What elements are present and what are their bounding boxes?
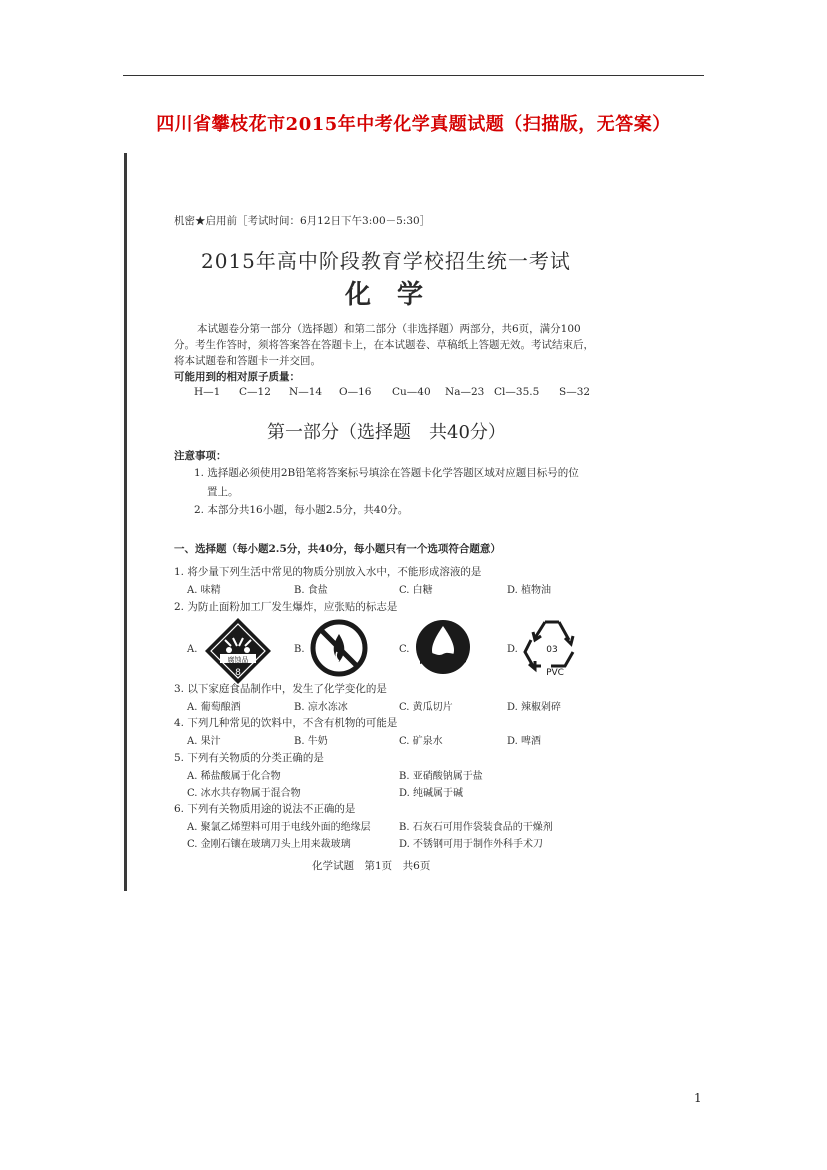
question-option: B. 亚硝酸钠属于盐 [399, 771, 483, 782]
question-option: C. 黄瓜切片 [399, 702, 453, 713]
atomic-mass-label: 可能用到的相对原子质量： [174, 371, 300, 383]
question-stem: 2. 为防止面粉加工厂发生爆炸，应张贴的标志是 [174, 601, 398, 613]
note-line: 置上。 [207, 486, 239, 498]
question-option: D. 不锈钢可用于制作外科手术刀 [399, 839, 544, 850]
note-line: 1. 选择题必须使用2B铅笔将答案标号填涂在答题卡化学答题区域对应题目标号的位 [194, 467, 579, 479]
exam-page-footer: 化学试题 第1页 共6页 [312, 860, 431, 872]
exam-title: 2015年高中阶段教育学校招生统一考试 [201, 249, 571, 273]
note-line: 2. 本部分共16小题，每小题2.5分，共40分。 [194, 504, 409, 516]
atomic-mass: O—16 [339, 386, 372, 398]
question-option: C. 冰水共存物属于混合物 [187, 788, 301, 799]
question-option: C. 金刚石镶在玻璃刀头上用来裁玻璃 [187, 839, 351, 850]
question-option: D. [507, 644, 518, 655]
question-option: A. 聚氯乙烯塑料可用于电线外面的绝缘层 [187, 822, 371, 833]
part-heading: 第一部分（选择题 共40分） [267, 422, 506, 443]
question-option: D. 啤酒 [507, 736, 542, 747]
intro-line-2: 分。考生作答时，须将答案答在答题卡上，在本试题卷、草稿纸上答题无效。考试结束后， [174, 339, 594, 351]
question-option: B. 牛奶 [294, 736, 328, 747]
recycle-code: 03 [546, 645, 558, 655]
question-option: A. 果汁 [187, 736, 221, 747]
corrosive-number: 8 [235, 668, 241, 678]
question-option: B. 石灰石可用作袋装食品的干燥剂 [399, 822, 553, 833]
question-option: B. 食盐 [294, 585, 328, 596]
question-option: A. 味精 [187, 585, 221, 596]
exam-meta: 机密★启用前［考试时间：6月12日下午3:00－5:30］ [174, 215, 431, 227]
atomic-mass: Cl—35.5 [494, 386, 540, 398]
atomic-mass: C—12 [239, 386, 271, 398]
page-number: 1 [694, 1091, 702, 1105]
question-option: C. 矿泉水 [399, 736, 443, 747]
question-option: D. 纯碱属于碱 [399, 788, 464, 799]
question-option: B. [294, 644, 305, 655]
question-option: A. 稀盐酸属于化合物 [187, 771, 281, 782]
atomic-mass: H—1 [194, 386, 221, 398]
question-option: D. 辣椒剁碎 [507, 702, 562, 713]
corrosive-label: 腐蚀品 [227, 656, 249, 664]
question-option: A. 葡萄酿酒 [187, 702, 241, 713]
question-stem: 3. 以下家庭食品制作中，发生了化学变化的是 [174, 683, 387, 695]
recycle-pvc-sign-icon [519, 616, 585, 676]
atomic-mass: N—14 [289, 386, 323, 398]
water-drop-sign-icon [414, 618, 472, 676]
intro-line-3: 将本试题卷和答题卡一并交回。 [174, 355, 321, 367]
intro-line-1: 本试题卷分第一部分（选择题）和第二部分（非选择题）两部分，共6页，满分100 [197, 323, 581, 335]
question-option: A. [187, 644, 198, 655]
question-option: C. [399, 644, 410, 655]
question-stem: 6. 下列有关物质用途的说法不正确的是 [174, 803, 356, 815]
corrosive-sign-icon [203, 616, 273, 686]
notes-label: 注意事项： [174, 450, 227, 462]
scanned-exam-page [127, 160, 647, 890]
question-option: C. 白糖 [399, 585, 433, 596]
document-title: 四川省攀枝花市2015年中考化学真题试题（扫描版，无答案） [156, 114, 671, 135]
atomic-mass: S—32 [559, 386, 591, 398]
section-heading: 一、选择题（每小题2.5分，共40分，每小题只有一个选项符合题意） [174, 543, 501, 555]
no-fire-sign-icon [309, 618, 369, 678]
question-stem: 5. 下列有关物质的分类正确的是 [174, 752, 324, 764]
atomic-mass: Cu—40 [392, 386, 431, 398]
question-stem: 1. 将少量下列生活中常见的物质分别放入水中，不能形成溶液的是 [174, 566, 482, 578]
recycle-text: PVC [546, 668, 564, 676]
question-stem: 4. 下列几种常见的饮料中，不含有机物的可能是 [174, 717, 398, 729]
header-rule [123, 75, 704, 76]
question-option: B. 凉水冻冰 [294, 702, 348, 713]
atomic-mass: Na—23 [445, 386, 485, 398]
question-option: D. 植物油 [507, 585, 552, 596]
exam-subject: 化学 [345, 280, 450, 310]
